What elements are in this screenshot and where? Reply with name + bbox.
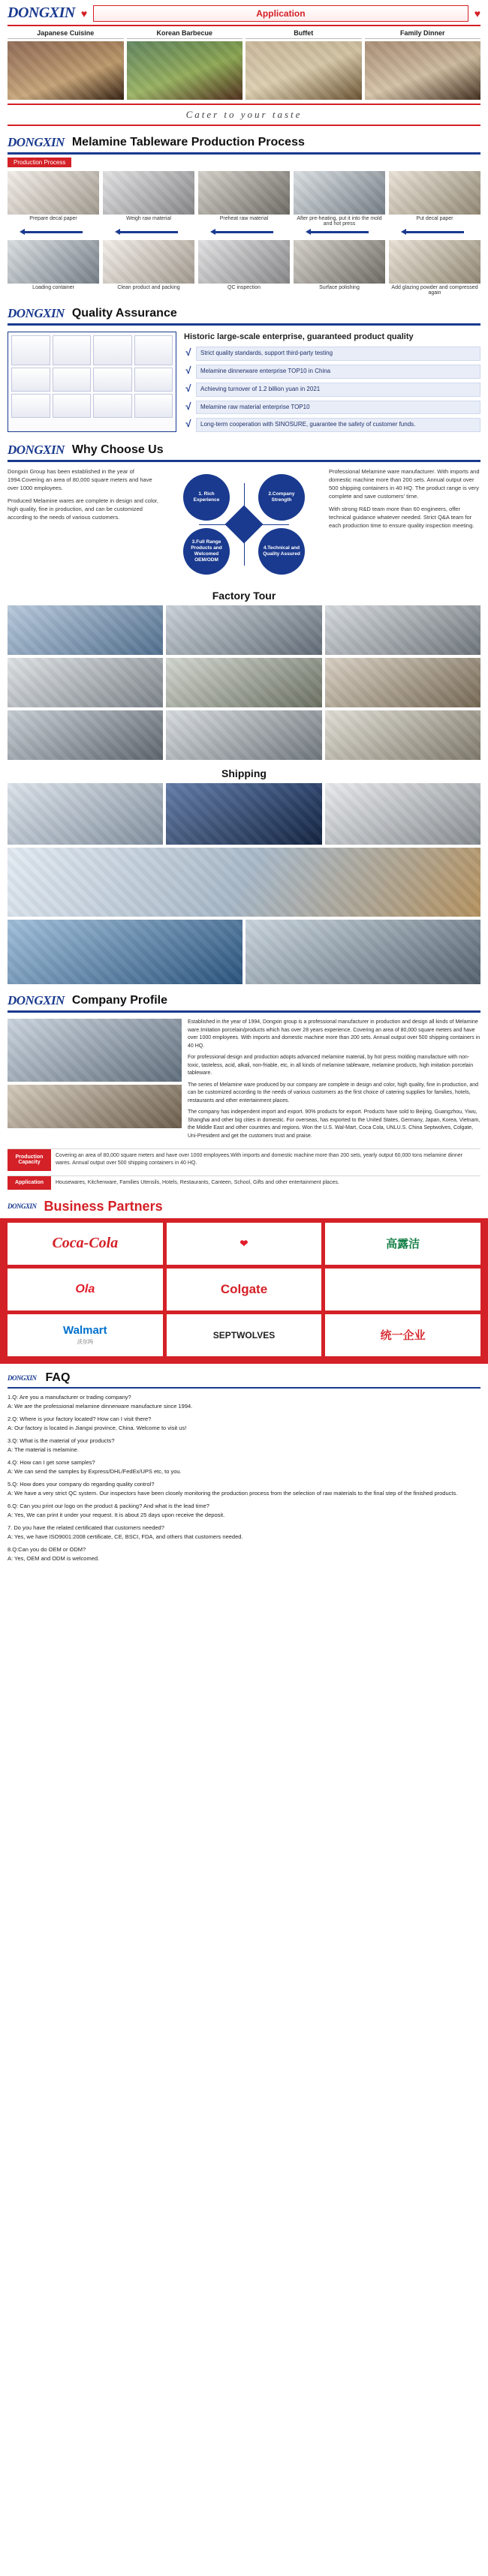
paragraph: Established in the year of 1994, Dongxin group is a professional manufacturer in production and design all kinds of Melamine ware.Imitation porcelain/products which has over 28 years experience. Covering an area of 80,000 square meters and have over 1000 employees. With imports and domestic machine more than 200 sets. Annual output over 500 shipping containers in 40 HQ. bbox=[188, 1019, 480, 1049]
divider bbox=[8, 1010, 480, 1013]
faq-question: 3.Q: What is the material of your products? bbox=[8, 1437, 115, 1444]
partner-logo-walmart bbox=[8, 1314, 163, 1356]
business-partners-section bbox=[0, 1199, 488, 1364]
tagline: Cater to your taste bbox=[8, 104, 480, 126]
process-step bbox=[8, 171, 99, 227]
step-label: Put decal paper bbox=[416, 216, 453, 221]
why-left-text bbox=[8, 468, 159, 581]
certificate-thumb bbox=[53, 335, 92, 365]
list-item bbox=[184, 383, 480, 397]
list-item-label: Achieving turnover of 1.2 billion yuan in 2021 bbox=[196, 383, 480, 397]
process-step bbox=[294, 171, 385, 227]
factory-photo bbox=[325, 605, 480, 655]
quality-lead-text: Historic large-scale enterprise, guaranteed product quality bbox=[184, 332, 414, 341]
why-right-text bbox=[329, 468, 480, 581]
certificate-thumb bbox=[134, 394, 173, 418]
certificate-thumb bbox=[93, 335, 132, 365]
partner-label: SEPTWOLVES bbox=[212, 1329, 276, 1341]
paragraph: Professional Melamine ware manufacturer. With imports and domestic machine more than 200 sets. Annual output over 500 shipping containers in 40 HQ. The product range is very complete and save customers' time. bbox=[329, 468, 480, 500]
profile-header bbox=[8, 993, 480, 1008]
partner-logo-spacer bbox=[325, 1268, 480, 1311]
faq-question: 1.Q: Are you a manufacturer or trading company? bbox=[8, 1393, 131, 1401]
list-item-label: Long-term cooperation with SINOSURE, guarantee the safety of customer funds. bbox=[196, 418, 480, 432]
step-photo bbox=[294, 171, 385, 215]
faq-question: 5.Q: How does your company do regarding quality control? bbox=[8, 1480, 155, 1488]
step-photo bbox=[198, 240, 290, 284]
why-header bbox=[8, 443, 480, 458]
faq-answer: A: We are the professional melamine dinnerware manufacture since 1994. bbox=[8, 1402, 193, 1410]
step-photo bbox=[389, 240, 480, 284]
arrow-left-icon bbox=[294, 229, 385, 236]
section-title: Melamine Tableware Production Process bbox=[71, 136, 305, 149]
factory-photo bbox=[325, 710, 480, 760]
certificate-thumb bbox=[53, 368, 92, 392]
diagram-node-products: 3.Full Range Products and Welcomed OEM/ODM bbox=[183, 528, 230, 575]
step-label: Loading container bbox=[32, 285, 74, 290]
table-row bbox=[8, 1175, 480, 1190]
faq-answer: A: Yes, OEM and ODM is welcomed. bbox=[8, 1554, 100, 1562]
shipping-photo-port bbox=[246, 920, 480, 984]
factory-photo bbox=[166, 710, 321, 760]
faq-answer: A: Yes, we have ISO9001:2008 certificate, CE, BSCI, FDA, and others that customers needed. bbox=[8, 1533, 243, 1540]
factory-photo-grid bbox=[8, 605, 480, 760]
partner-logo-heart bbox=[167, 1223, 322, 1265]
faq-section bbox=[0, 1371, 488, 1574]
divider bbox=[8, 460, 480, 462]
paragraph: Dongxin Group has been established in the year of 1994.Covering an area of 80,000 square meters and have over 1000 employees. bbox=[8, 468, 152, 492]
step-label: Preheat raw material bbox=[219, 216, 269, 221]
caption-korean: Korean Barbecue bbox=[127, 28, 243, 39]
section-title: Why Choose Us bbox=[71, 443, 164, 457]
section-title: Business Partners bbox=[44, 1198, 163, 1214]
logo-dongxin: DONGXIN bbox=[8, 993, 65, 1008]
partner-label: Ola bbox=[75, 1282, 95, 1296]
list-item-label: Strict quality standards, support third-party testing bbox=[196, 347, 480, 361]
photo-buffet bbox=[246, 41, 362, 100]
shipping-photo-truck bbox=[166, 783, 321, 845]
partner-label: Coca-Cola bbox=[52, 1235, 119, 1252]
faq-answer: A: We have a very strict QC system. Our inspectors have been closely monitoring the production process from the selection of raw materials to the final step of the finished products. bbox=[8, 1489, 458, 1497]
factory-photo bbox=[325, 658, 480, 707]
process-arrows bbox=[8, 229, 480, 236]
shipping-photo-air bbox=[8, 783, 163, 845]
step-label: Surface polishing bbox=[319, 285, 360, 290]
row-value: Covering an area of 80,000 square meters and have over 1000 employees.With imports and domestic machine more than 200 sets, yearly output 60,000 tons melamine dinner wares. Annual output over 500 shipping containers in 40 HQ. bbox=[56, 1153, 463, 1166]
divider bbox=[8, 25, 480, 26]
factory-photo bbox=[8, 658, 163, 707]
certificate-thumb bbox=[134, 335, 173, 365]
faq-answer: A: Yes, We can print it under your request. It is about 25 days upon receive the deposit. bbox=[8, 1511, 225, 1518]
faq-question: 8.Q:Can you do OEM or ODM? bbox=[8, 1545, 86, 1553]
certificate-thumb bbox=[11, 368, 50, 392]
list-item-label: Melamine dinnerware enterprise TOP10 in China bbox=[196, 365, 480, 379]
step-label: Clean product and packing bbox=[117, 285, 180, 290]
partners-header bbox=[0, 1199, 488, 1214]
diagram-node-strength: 2.Company Strength bbox=[258, 474, 305, 521]
section-title: Quality Assurance bbox=[71, 307, 177, 320]
step-label: Add glazing powder and compressed again bbox=[391, 285, 478, 296]
step-label: Prepare decal paper bbox=[29, 216, 77, 221]
process-tab: Production Process bbox=[8, 158, 71, 167]
process-step bbox=[103, 171, 194, 227]
certificate-thumb bbox=[134, 368, 173, 392]
list-item bbox=[184, 347, 480, 361]
process-step bbox=[103, 240, 194, 296]
list-item-label: Melamine raw material enterprise TOP10 bbox=[196, 401, 480, 415]
list-item bbox=[184, 365, 480, 379]
certificate-thumb bbox=[53, 394, 92, 418]
shipping-section bbox=[0, 767, 488, 984]
heart-icon: ❤ bbox=[239, 1237, 249, 1249]
shipping-photos-top bbox=[8, 783, 480, 845]
why-choose-us-section bbox=[0, 443, 488, 581]
faq-question: 6.Q: Can you print our logo on the product & packing? And what is the lead time? bbox=[8, 1502, 209, 1509]
logo-dongxin: DONGXIN bbox=[8, 135, 65, 149]
company-profile-section bbox=[0, 993, 488, 1189]
certificate-thumb bbox=[11, 394, 50, 418]
paragraph: With strong R&D team more than 60 engineers, offer technical guidance whatever needed. Strict Q&A team for each production time to ensure quality inspection meeting. bbox=[329, 505, 474, 529]
process-step bbox=[389, 171, 480, 227]
factory-tour-section bbox=[0, 590, 488, 760]
profile-text bbox=[188, 1019, 480, 1144]
application-header bbox=[8, 5, 480, 22]
section-title: Company Profile bbox=[71, 994, 167, 1007]
process-step bbox=[389, 240, 480, 296]
heart-icon: ♥ bbox=[80, 7, 88, 20]
divider bbox=[8, 323, 480, 326]
diagram-center bbox=[225, 506, 264, 544]
caption-family: Family Dinner bbox=[365, 28, 481, 39]
step-photo bbox=[8, 240, 99, 284]
heart-icon: ♥ bbox=[474, 7, 480, 20]
profile-photos bbox=[8, 1019, 182, 1144]
application-badge: Application bbox=[93, 5, 468, 22]
faq-question: 4.Q: How can I get some samples? bbox=[8, 1458, 95, 1466]
factory-gate-photo bbox=[8, 1085, 182, 1128]
partner-logo-grid bbox=[8, 1223, 480, 1356]
quality-header bbox=[8, 306, 480, 321]
why-diagram bbox=[165, 468, 323, 581]
caption-buffet: Buffet bbox=[246, 28, 362, 39]
shipping-photo-warehouse bbox=[325, 783, 480, 845]
arrow-left-icon bbox=[198, 229, 290, 236]
check-icon: √ bbox=[185, 400, 191, 412]
step-photo bbox=[198, 171, 290, 215]
section-title: Shipping bbox=[221, 767, 267, 780]
diagram-node-experience: 1. Rich Experience bbox=[183, 474, 230, 521]
arrow-left-icon bbox=[103, 229, 194, 236]
partner-logo-gaolujie bbox=[325, 1223, 480, 1265]
partner-label: Walmart bbox=[63, 1324, 107, 1338]
process-row-2 bbox=[8, 240, 480, 296]
certificate-gallery bbox=[8, 332, 176, 432]
partner-logo-septwolves bbox=[167, 1314, 322, 1356]
shipping-photos-bottom bbox=[8, 920, 480, 984]
factory-photo bbox=[166, 605, 321, 655]
section-title: Factory Tour bbox=[212, 590, 276, 602]
certificate-thumb bbox=[93, 394, 132, 418]
logo-dongxin: DONGXIN bbox=[8, 5, 75, 21]
faq-answer: A: Our factory is located in Jiangxi province, China. Welcome to visit us! bbox=[8, 1424, 187, 1431]
paragraph: Produced Melamine wares are complete in design and color, high quality, fine in production, and can be customized according to the needs of various customers. bbox=[8, 497, 158, 521]
factory-photo bbox=[8, 605, 163, 655]
partner-logo-coca-cola bbox=[8, 1223, 163, 1265]
partner-label: 高露洁 bbox=[386, 1238, 420, 1251]
shipping-photo-globe bbox=[8, 848, 480, 917]
partner-logo-ola bbox=[8, 1268, 163, 1311]
office-building-photo bbox=[8, 1019, 182, 1082]
section-title: FAQ bbox=[45, 1371, 71, 1384]
list-item bbox=[184, 401, 480, 415]
certificate-thumb bbox=[93, 368, 132, 392]
paragraph: For professional design and production adopts advanced melamine material, by hot press molding manufacture with non-toxic, tasteless, acid, alkali, non-friable, etc, in all kinds of melamine tableware, melamine products, high imitation porcelain tableware. bbox=[188, 1055, 474, 1076]
divider bbox=[8, 152, 480, 155]
step-label: After pre-heating, put it into the mold and hot press bbox=[297, 216, 382, 227]
step-photo bbox=[389, 171, 480, 215]
faq-answer: A: The material is melamine. bbox=[8, 1446, 79, 1453]
process-step bbox=[8, 240, 99, 296]
photo-japanese-cuisine bbox=[8, 41, 124, 100]
process-step bbox=[198, 171, 290, 227]
step-photo bbox=[103, 171, 194, 215]
partner-label: Colgate bbox=[220, 1281, 268, 1296]
faq-header bbox=[8, 1371, 480, 1385]
faq-question: 7. Do you have the related certificated that customers needed? bbox=[8, 1524, 164, 1531]
step-photo bbox=[294, 240, 385, 284]
shipping-photo-vessel bbox=[8, 920, 242, 984]
faq-entries bbox=[8, 1393, 480, 1563]
factory-photo bbox=[8, 710, 163, 760]
divider bbox=[8, 1387, 480, 1389]
row-key: Application bbox=[8, 1176, 51, 1190]
partner-logo-uni-president bbox=[325, 1314, 480, 1356]
check-icon: √ bbox=[185, 418, 191, 430]
caption-japanese: Japanese Cuisine bbox=[8, 28, 124, 39]
partner-sublabel: 沃尔玛 bbox=[77, 1340, 93, 1346]
production-process-section bbox=[0, 135, 488, 296]
photo-family-dinner bbox=[365, 41, 481, 100]
logo-dongxin: DONGXIN bbox=[8, 1202, 37, 1211]
arrow-left-icon bbox=[389, 229, 480, 236]
table-row bbox=[8, 1148, 480, 1170]
factory-photo bbox=[166, 658, 321, 707]
application-section bbox=[0, 0, 488, 100]
photo-korean-barbecue bbox=[127, 41, 243, 100]
arrow-left-icon bbox=[8, 229, 99, 236]
logo-dongxin: DONGXIN bbox=[8, 306, 65, 320]
step-photo bbox=[8, 171, 99, 215]
process-step bbox=[294, 240, 385, 296]
step-photo bbox=[103, 240, 194, 284]
application-photos bbox=[8, 41, 480, 100]
quality-assurance-section bbox=[0, 306, 488, 432]
faq-answer: A: We can send the samples by Express/DHL/FedEx/UPS etc, to you. bbox=[8, 1467, 182, 1475]
step-label: Weigh raw material bbox=[126, 216, 171, 221]
certificate-thumb bbox=[11, 335, 50, 365]
process-header bbox=[8, 135, 480, 150]
paragraph: The series of Melamine ware produced by our company are complete in design and color, high quality, fine in production, and can be customized according to the needs of various customers as the first choice of catering supplies for families, hotels, restaurants and other entertainment places. bbox=[188, 1082, 479, 1103]
list-item bbox=[184, 418, 480, 432]
check-icon: √ bbox=[185, 365, 191, 377]
row-value: Housewares, Kitchenware, Families Utensils, Hotels, Restaurants, Canteen, School, Gifts and other entertainment places. bbox=[56, 1179, 339, 1185]
check-icon: √ bbox=[185, 347, 191, 359]
partner-label: 统一企业 bbox=[380, 1329, 426, 1343]
process-row-1 bbox=[8, 171, 480, 227]
partner-logo-colgate bbox=[167, 1268, 322, 1311]
diagram-node-quality: 4.Technical and Quality Assured bbox=[258, 528, 305, 575]
logo-dongxin: DONGXIN bbox=[8, 443, 65, 458]
quality-checklist bbox=[184, 347, 480, 432]
step-label: QC inspection bbox=[227, 285, 261, 290]
logo-dongxin: DONGXIN bbox=[8, 1374, 37, 1382]
check-icon: √ bbox=[185, 382, 191, 394]
application-captions bbox=[8, 28, 480, 39]
faq-question: 2.Q: Where is your factory located? How can I visit there? bbox=[8, 1415, 152, 1422]
row-key: Production Capacity bbox=[8, 1149, 51, 1170]
paragraph: The company has independent import and export. 90% products for export. Products have sold to Beijing, Guangzhou, Yiwu, Shanghai and other big cities in domestic. For overseas, has exported to the United States, Germany, Japan, Korea, Vietnam, the Middle East and other countries and regions. Won the U.S. Wal-Mart, Coca Cola, UNLU.S. China Septwolves, Colgate, Uni-President and get the customers trust and praise. bbox=[188, 1109, 480, 1139]
process-step bbox=[198, 240, 290, 296]
